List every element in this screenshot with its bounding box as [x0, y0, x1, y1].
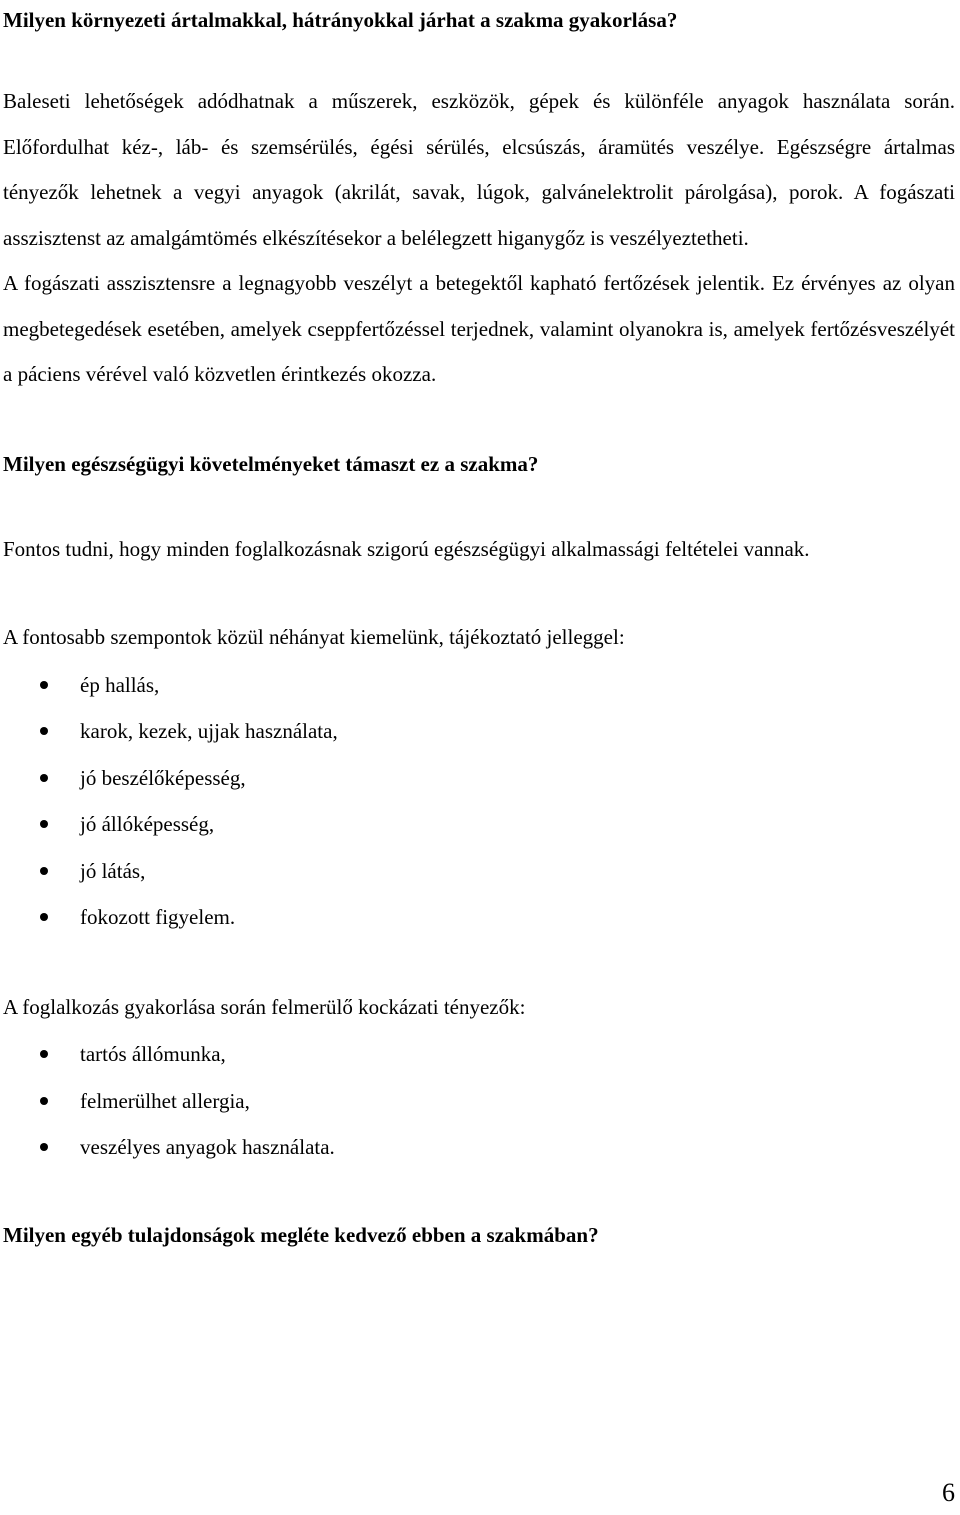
- bullet-icon: [40, 727, 48, 735]
- paragraph-main-aspects-intro: A fontosabb szempontok közül néhányat kiemelünk, tájékoztató jelleggel:: [3, 625, 625, 649]
- paragraph-risk-factors-intro: A foglalkozás gyakorlása során felmerülő kockázati tényezők:: [3, 994, 526, 1019]
- list-item: felmerülhet allergia,: [3, 1078, 955, 1125]
- paragraph-health-conditions: Fontos tudni, hogy minden foglalkozásnak szigorú egészségügyi alkalmassági feltételei vannak.: [3, 536, 810, 561]
- bullet-icon: [40, 1050, 48, 1058]
- section-heading-health-requirements: Milyen egészségügyi követelményeket támaszt ez a szakma?: [3, 451, 539, 476]
- list-item: jó beszélőképesség,: [3, 755, 955, 802]
- requirements-list: [3, 662, 955, 941]
- page-number: 6: [942, 1478, 955, 1507]
- list-item: veszélyes anyagok használata.: [3, 1124, 955, 1171]
- bullet-icon: [40, 1097, 48, 1105]
- section-heading-environmental-hazards: Milyen környezeti ártalmakkal, hátrányokkal járhat a szakma gyakorlása?: [3, 8, 678, 32]
- bullet-icon: [40, 913, 48, 921]
- risk-factors-list: [3, 1031, 955, 1171]
- paragraph-infection-risks: A fogászati asszisztensre a legnagyobb veszélyt a betegektől kapható fertőzések jelentik. Ez érvényes az olyan megbetegedések esetében, amelyek cseppfertőzéssel terjednek, valamint olyanokra is, amelyek fertőzésveszélyét a páciens vérével való közvetlen érintkezés okozza.: [3, 271, 955, 386]
- section-heading-other-qualities: Milyen egyéb tulajdonságok megléte kedvező ebben a szakmában?: [3, 1222, 599, 1247]
- list-item: jó állóképesség,: [3, 801, 955, 848]
- bullet-icon: [40, 1143, 48, 1151]
- bullet-icon: [40, 820, 48, 828]
- bullet-icon: [40, 681, 48, 689]
- document-page: [3, 0, 955, 1258]
- list-item: tartós állómunka,: [3, 1031, 955, 1078]
- bullet-icon: [40, 774, 48, 782]
- list-item: ép hallás,: [3, 662, 955, 709]
- list-item: karok, kezek, ujjak használata,: [3, 708, 955, 755]
- bullet-icon: [40, 867, 48, 875]
- list-item: fokozott figyelem.: [3, 894, 955, 941]
- list-item: jó látás,: [3, 848, 955, 895]
- paragraph-accident-risks: Baleseti lehetőségek adódhatnak a műszerek, eszközök, gépek és különféle anyagok használata során. Előfordulhat kéz-, láb- és szemsérülés, égési sérülés, elcsúszás, áramütés veszélye. Egészségre ártalmas tényezők lehetnek a vegyi anyagok (akrilát, savak, lúgok, galvánelektrolit párolgása), porok. A fogászati asszisztenst az amalgámtömés elkészítésekor a belélegzett higanygőz is veszélyeztetheti.: [3, 89, 955, 250]
